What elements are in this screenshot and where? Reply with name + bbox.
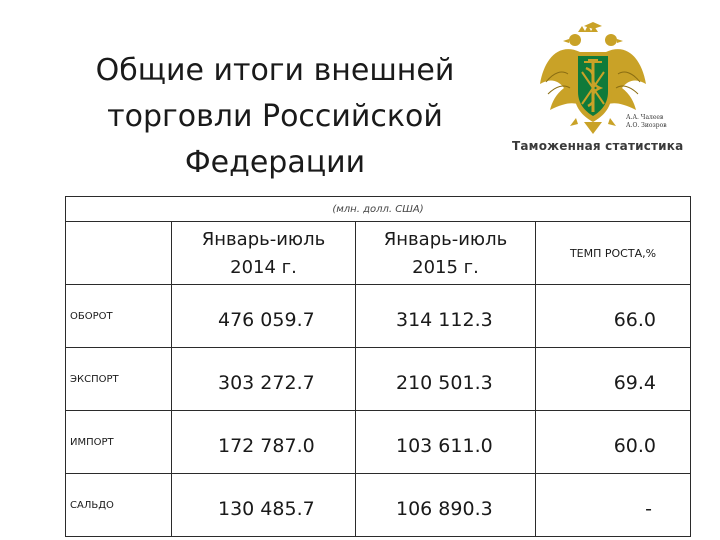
- header-growth-rate: ТЕМП РОСТА,%: [536, 222, 691, 285]
- row-label: ИМПОРТ: [66, 411, 172, 474]
- slide-title: [60, 48, 490, 186]
- units-label: (млн. долл. США): [66, 197, 691, 222]
- value-2014: 303 272.7: [172, 348, 356, 411]
- table-row: [66, 285, 691, 348]
- value-2014: 130 485.7: [172, 474, 356, 537]
- header-row: [66, 222, 691, 285]
- header-empty-cell: [66, 222, 172, 285]
- title-line-3: Федерации: [184, 145, 366, 181]
- header-2015-line2: 2015 г.: [412, 257, 479, 278]
- signer-2: А.О. Зиозров: [626, 122, 667, 129]
- value-2014: 476 059.7: [172, 285, 356, 348]
- row-label: САЛЬДО: [66, 474, 172, 537]
- header-2014-line1: Январь-июль: [201, 229, 326, 250]
- signer-1: А.А. Чалеев: [626, 114, 664, 121]
- row-label: ОБОРОТ: [66, 285, 172, 348]
- value-2015: 106 890.3: [356, 474, 536, 537]
- growth-rate-value: -: [536, 474, 691, 537]
- growth-rate-value: 60.0: [536, 411, 691, 474]
- header-2015-line1: Январь-июль: [383, 229, 508, 250]
- org-name: Таможенная статистика: [512, 139, 684, 153]
- header-2014-line2: 2014 г.: [230, 257, 297, 278]
- signers-caption: [626, 114, 667, 130]
- row-label: ЭКСПОРТ: [66, 348, 172, 411]
- table-row: [66, 474, 691, 537]
- value-2015: 314 112.3: [356, 285, 536, 348]
- table-row: [66, 411, 691, 474]
- header-2015: [356, 222, 536, 285]
- growth-rate-value: 69.4: [536, 348, 691, 411]
- value-2015: 103 611.0: [356, 411, 536, 474]
- units-row: [66, 197, 691, 222]
- table-row: [66, 348, 691, 411]
- title-line-1: Общие итоги внешней: [95, 53, 455, 89]
- growth-rate-value: 66.0: [536, 285, 691, 348]
- header-2014: [172, 222, 356, 285]
- title-line-2: торговли Российской: [107, 99, 443, 135]
- value-2015: 210 501.3: [356, 348, 536, 411]
- value-2014: 172 787.0: [172, 411, 356, 474]
- trade-summary-table: [65, 196, 690, 537]
